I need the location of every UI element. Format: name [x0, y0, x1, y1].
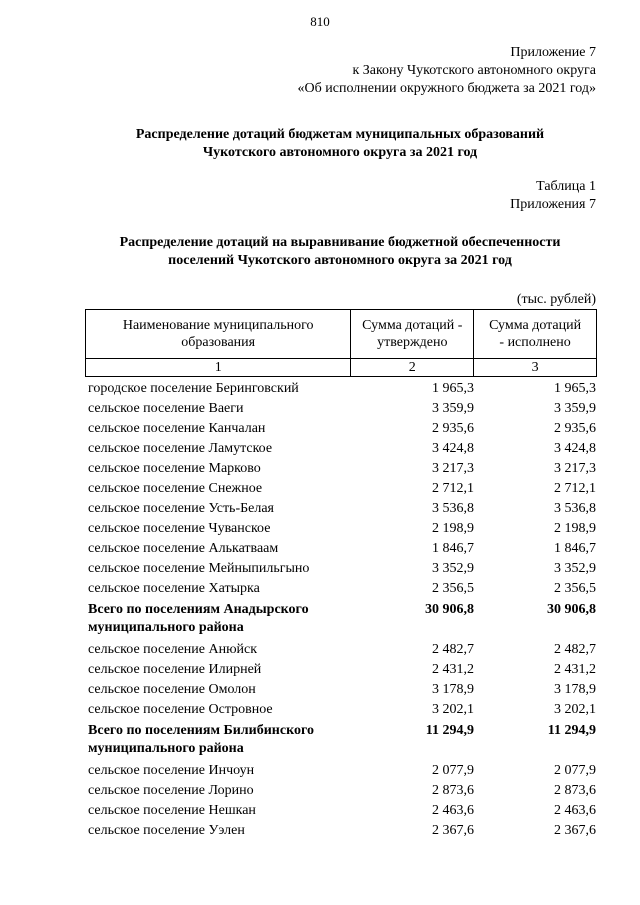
total-row-name-line-2: муниципального района	[88, 620, 244, 635]
subtitle-line-2: поселений Чукотского автономного округа за 2021 год	[168, 253, 512, 268]
table-row	[88, 559, 596, 579]
annex-block	[298, 44, 596, 98]
document-title	[40, 126, 640, 162]
header-col-name-line-1: Наименование муниципального	[122, 318, 314, 333]
row-executed: 1 846,7	[554, 541, 596, 556]
row-approved: 3 359,9	[432, 401, 474, 416]
row-executed: 2 356,5	[554, 581, 596, 596]
table-row	[88, 660, 596, 680]
total-row-executed: 11 294,9	[547, 723, 596, 738]
row-approved: 2 077,9	[432, 763, 474, 778]
row-name: сельское поселение Инчоун	[88, 763, 255, 778]
row-name: сельское поселение Марково	[88, 461, 261, 476]
row-approved: 2 198,9	[432, 521, 474, 536]
column-number-3: 3	[474, 359, 597, 377]
total-row-anadyr	[88, 599, 596, 640]
row-approved: 2 873,6	[432, 783, 474, 798]
table-body	[88, 379, 596, 841]
row-executed: 3 352,9	[554, 561, 596, 576]
title-line-1: Распределение дотаций бюджетам муниципальных образований	[135, 127, 545, 142]
table-row	[88, 499, 596, 519]
row-approved: 3 217,3	[432, 461, 474, 476]
table-row	[88, 680, 596, 700]
row-executed: 2 935,6	[554, 421, 596, 436]
row-name: городское поселение Беринговский	[88, 381, 299, 396]
header-col-name-line-2: образования	[181, 335, 256, 350]
row-executed: 2 712,1	[554, 481, 596, 496]
subtitle-line-1: Распределение дотаций на выравнивание бюджетной обеспеченности	[119, 235, 561, 250]
row-executed: 1 965,3	[554, 381, 596, 396]
annex-line-1: Приложение 7	[510, 45, 596, 60]
table-row	[88, 419, 596, 439]
row-approved: 2 482,7	[432, 642, 474, 657]
row-executed: 3 202,1	[554, 702, 596, 717]
row-approved: 3 536,8	[432, 501, 474, 516]
row-approved: 1 846,7	[432, 541, 474, 556]
row-executed: 3 178,9	[554, 682, 596, 697]
row-name: сельское поселение Омолон	[88, 682, 256, 697]
table-row	[88, 781, 596, 801]
table-row	[88, 640, 596, 660]
total-row-bilibino	[88, 720, 596, 761]
units-label: (тыс. рублей)	[516, 292, 596, 307]
total-row-approved: 30 906,8	[425, 602, 474, 617]
row-approved: 3 352,9	[432, 561, 474, 576]
row-name: сельское поселение Канчалан	[88, 421, 266, 436]
row-name: сельское поселение Илирней	[88, 662, 262, 677]
row-executed: 3 217,3	[554, 461, 596, 476]
row-name: сельское поселение Чуванское	[88, 521, 271, 536]
total-row-name-line-2: муниципального района	[88, 741, 244, 756]
page-number: 810	[310, 14, 330, 29]
column-number-1: 1	[86, 359, 351, 377]
table-row	[88, 579, 596, 599]
row-executed: 3 424,8	[554, 441, 596, 456]
row-executed: 2 482,7	[554, 642, 596, 657]
table-ref-line-1: Таблица 1	[536, 179, 596, 194]
total-row-name-line-1: Всего по поселениям Анадырского	[88, 602, 309, 617]
row-executed: 2 198,9	[554, 521, 596, 536]
row-name: сельское поселение Мейныпильгыно	[88, 561, 310, 576]
annex-line-3: «Об исполнении окружного бюджета за 2021 год»	[297, 81, 596, 96]
row-approved: 2 712,1	[432, 481, 474, 496]
table-row	[88, 761, 596, 781]
row-executed: 2 873,6	[554, 783, 596, 798]
row-executed: 2 431,2	[554, 662, 596, 677]
table-row	[88, 399, 596, 419]
row-approved: 1 965,3	[432, 381, 474, 396]
table-row	[88, 459, 596, 479]
total-row-name	[88, 601, 352, 637]
row-name: сельское поселение Хатырка	[88, 581, 260, 596]
total-row-approved: 11 294,9	[425, 723, 474, 738]
row-executed: 3 359,9	[554, 401, 596, 416]
row-executed: 3 536,8	[554, 501, 596, 516]
row-name: сельское поселение Ваеги	[88, 401, 244, 416]
row-name: сельское поселение Алькатваам	[88, 541, 279, 556]
row-approved: 2 935,6	[432, 421, 474, 436]
row-name: сельское поселение Уэлен	[88, 823, 245, 838]
table-row	[88, 539, 596, 559]
row-name: сельское поселение Анюйск	[88, 642, 258, 657]
header-col-name	[86, 310, 351, 359]
table-row	[88, 379, 596, 399]
row-executed: 2 077,9	[554, 763, 596, 778]
total-row-name	[88, 722, 352, 758]
table-row	[88, 439, 596, 459]
row-name: сельское поселение Снежное	[88, 481, 263, 496]
column-number-2: 2	[351, 359, 474, 377]
table-row	[88, 700, 596, 720]
header-col-approved	[351, 310, 474, 359]
table-row	[88, 801, 596, 821]
row-approved: 2 367,6	[432, 823, 474, 838]
table-ref-line-2: Приложения 7	[510, 197, 596, 212]
row-name: сельское поселение Островное	[88, 702, 273, 717]
row-approved: 2 431,2	[432, 662, 474, 677]
table-row	[88, 519, 596, 539]
row-approved: 2 356,5	[432, 581, 474, 596]
table-row	[88, 821, 596, 841]
header-col-executed-line-1: Сумма дотаций	[489, 318, 582, 333]
annex-line-2: к Закону Чукотского автономного округа	[352, 63, 596, 78]
row-approved: 3 178,9	[432, 682, 474, 697]
table-row	[88, 479, 596, 499]
row-executed: 2 463,6	[554, 803, 596, 818]
row-approved: 2 463,6	[432, 803, 474, 818]
table-title	[40, 234, 640, 270]
row-name: сельское поселение Усть-Белая	[88, 501, 274, 516]
row-approved: 3 424,8	[432, 441, 474, 456]
header-col-executed	[474, 310, 597, 359]
row-name: сельское поселение Лорино	[88, 783, 254, 798]
title-line-2: Чукотского автономного округа за 2021 год	[202, 145, 478, 160]
total-row-name-line-1: Всего по поселениям Билибинского	[88, 723, 314, 738]
header-col-approved-line-1: Сумма дотаций -	[362, 318, 463, 333]
row-executed: 2 367,6	[554, 823, 596, 838]
header-col-approved-line-2: утверждено	[377, 335, 448, 350]
row-approved: 3 202,1	[432, 702, 474, 717]
total-row-executed: 30 906,8	[547, 602, 596, 617]
header-col-executed-line-2: - исполнено	[499, 335, 571, 350]
table-header	[85, 309, 597, 377]
table-reference	[510, 178, 596, 214]
row-name: сельское поселение Ламутское	[88, 441, 273, 456]
row-name: сельское поселение Нешкан	[88, 803, 256, 818]
